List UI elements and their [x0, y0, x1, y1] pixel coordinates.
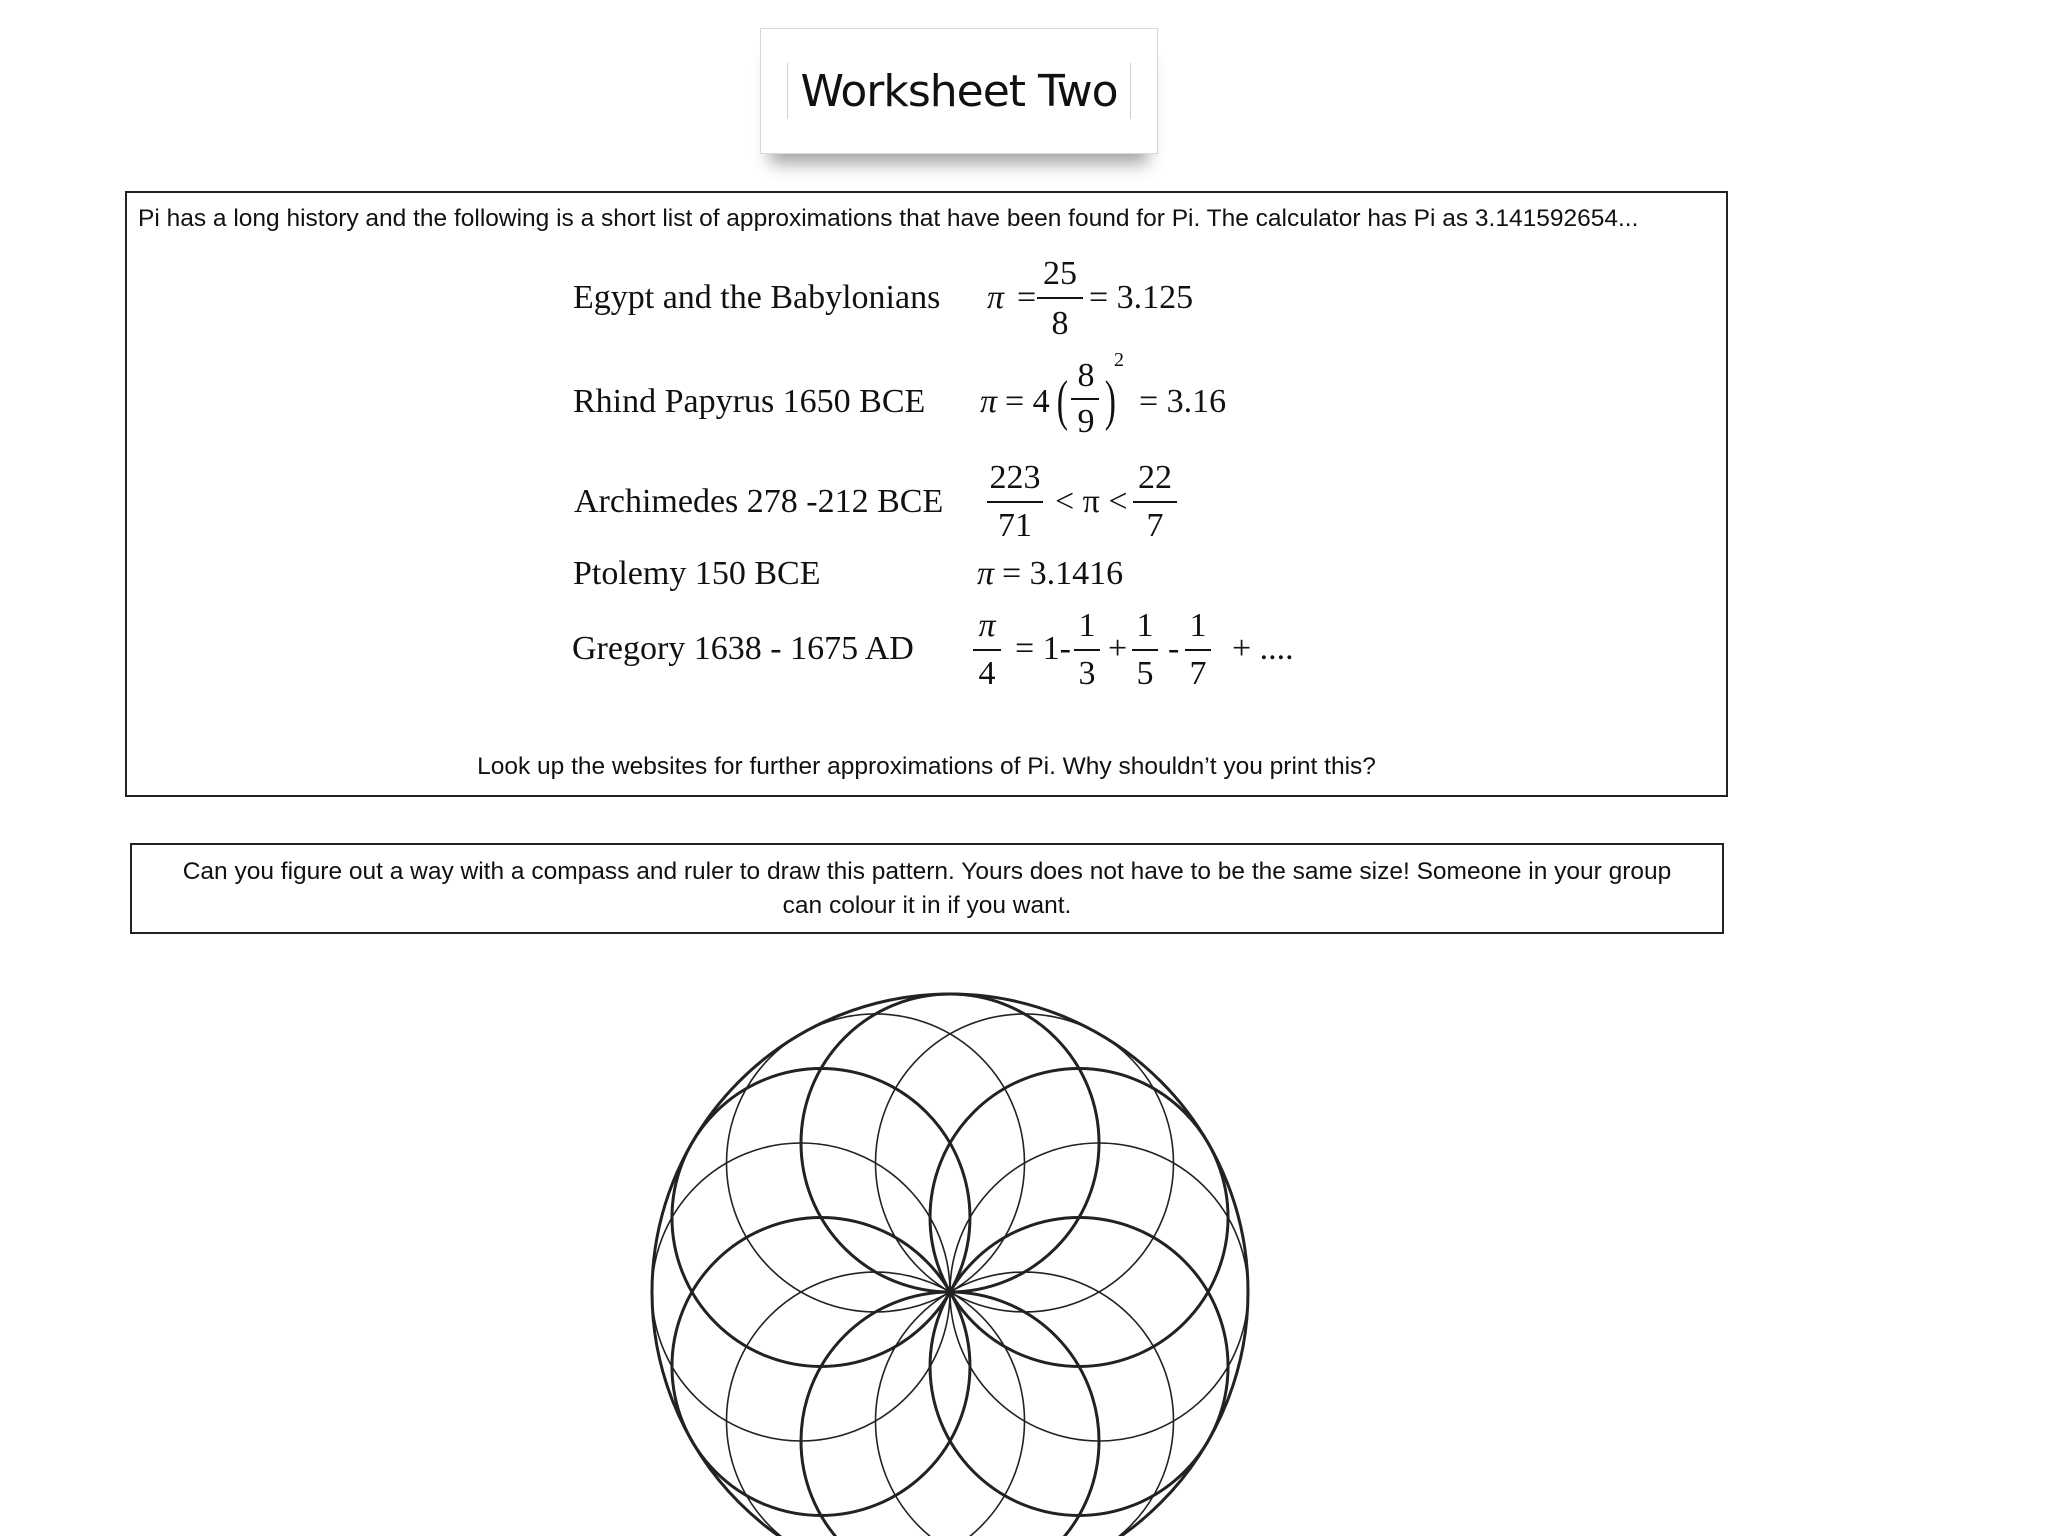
title-frame: [787, 63, 1131, 119]
fraction-bar: [1185, 649, 1211, 651]
task-line-1: Can you figure out a way with a compass and ruler to draw this pattern. Yours does not have to be the same size! Someone in your group: [182, 857, 1672, 885]
fraction-denominator: 71: [998, 507, 1032, 544]
approx-label-rhind: Rhind Papyrus 1650 BCE: [573, 383, 926, 420]
fraction-denominator: 9: [1077, 403, 1095, 440]
close-paren: ): [1104, 370, 1116, 432]
fraction-numerator: 22: [1138, 459, 1172, 496]
approx-label-gregory: Gregory 1638 - 1675 AD: [572, 630, 914, 667]
fraction-numerator: 1: [1136, 607, 1154, 644]
fraction-numerator: 1: [1078, 607, 1096, 644]
fraction-numerator: 223: [989, 459, 1041, 496]
approx-label-egypt: Egypt and the Babylonians: [573, 279, 941, 316]
fraction-bar: [973, 649, 1001, 651]
fraction-bar: [987, 501, 1043, 503]
fraction-denominator: 7: [1146, 507, 1164, 544]
fraction-numerator: π: [978, 607, 996, 644]
equals-four: = 4: [1005, 383, 1050, 420]
approx-label-ptolemy: Ptolemy 150 BCE: [573, 555, 821, 592]
footer-text: Look up the websites for further approximations of Pi. Why shouldn’t you print this?: [477, 753, 1376, 780]
fraction-denominator: 3: [1078, 655, 1096, 692]
open-paren: (: [1056, 370, 1068, 432]
fraction-denominator: 4: [978, 655, 996, 692]
equals-sign: =: [1017, 279, 1037, 316]
fraction-bar: [1037, 297, 1083, 299]
minus-sign: -: [1168, 630, 1180, 667]
title-card: [760, 28, 1158, 154]
pi-symbol: π: [987, 279, 1005, 316]
page-title: Worksheet Two: [800, 65, 1118, 117]
outer-circle: [652, 994, 1248, 1536]
equals-one-minus: = 1-: [1015, 630, 1071, 667]
fraction-numerator: 8: [1077, 357, 1095, 394]
circle-group: [652, 994, 1248, 1536]
task-line-2: can colour it in if you want.: [782, 891, 1072, 919]
fraction-bar: [1133, 501, 1177, 503]
fraction-denominator: 8: [1051, 305, 1069, 342]
circle-pattern: [620, 960, 1280, 1536]
pi-symbol: π: [980, 383, 998, 420]
pi-history-box: [125, 191, 1728, 797]
task-text: [183, 855, 1672, 923]
fraction-bar: [1074, 649, 1100, 651]
series-tail: + ....: [1232, 630, 1294, 667]
approx-result: = 3.1416: [1002, 555, 1124, 592]
approx-result: = 3.16: [1139, 383, 1227, 420]
fraction-bar: [1071, 398, 1099, 400]
task-box: [130, 843, 1724, 934]
petal-circle: [801, 1292, 1099, 1536]
fraction-denominator: 5: [1136, 655, 1154, 692]
intro-text: Pi has a long history and the following is a short list of approximations that have been found for Pi. The calculator has Pi as 3.141592654...: [138, 205, 1639, 232]
approx-result: = 3.125: [1089, 279, 1194, 316]
fraction-numerator: 1: [1189, 607, 1207, 644]
fraction-bar: [1132, 649, 1158, 651]
approx-label-archimedes: Archimedes 278 -212 BCE: [574, 483, 944, 520]
fraction-numerator: 25: [1043, 255, 1077, 292]
plus-sign: +: [1108, 630, 1128, 667]
inequality: < π <: [1055, 483, 1128, 520]
exponent: 2: [1114, 349, 1124, 371]
fraction-denominator: 7: [1189, 655, 1207, 692]
pi-symbol: π: [977, 555, 995, 592]
